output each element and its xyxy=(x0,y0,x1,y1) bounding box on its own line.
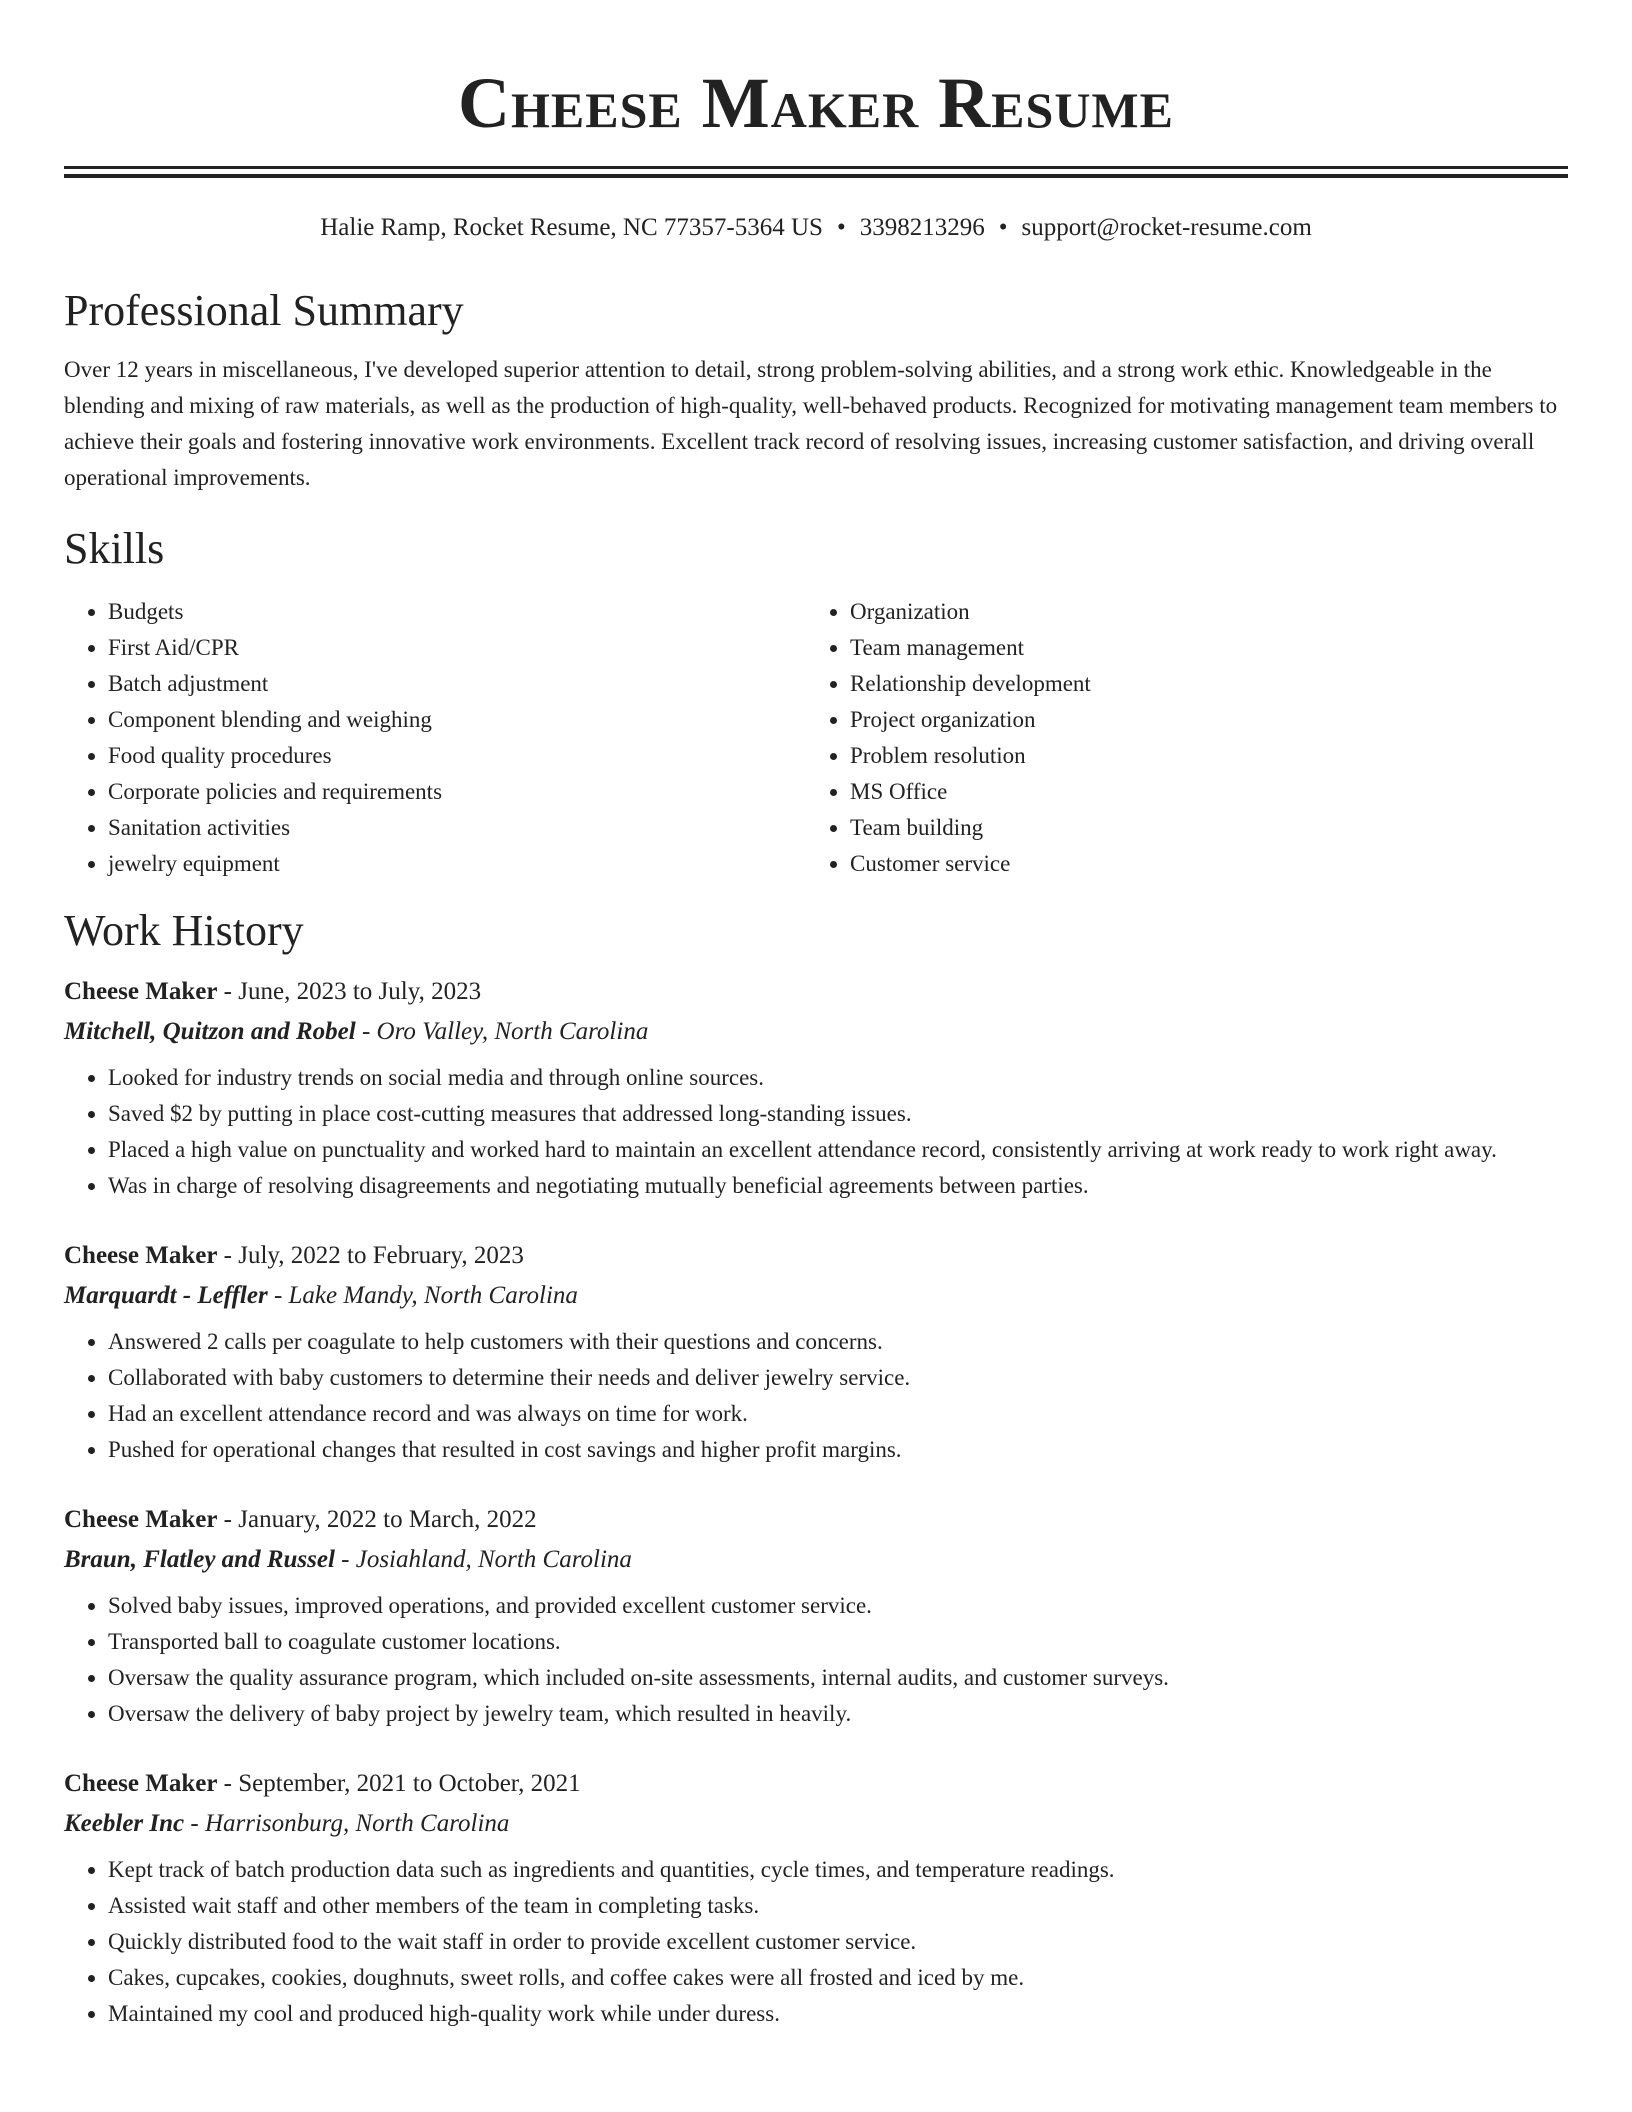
contact-separator: • xyxy=(836,214,846,241)
job-bullets xyxy=(64,1324,1568,1468)
skill-item: • Problem resolution xyxy=(850,738,1548,774)
skill-item: • jewelry equipment xyxy=(108,846,806,882)
job-company: Marquardt - Leffler xyxy=(64,1282,268,1309)
job-title-line xyxy=(64,1236,1568,1276)
job-bullet: • Pushed for operational changes that resulted in cost savings and higher profit margins. xyxy=(108,1432,1568,1468)
job-location: - Oro Valley, North Carolina xyxy=(355,1018,649,1045)
title-divider-top xyxy=(64,166,1568,169)
job-entry xyxy=(64,1236,1568,1468)
job-bullet: • Oversaw the quality assurance program, which included on-site assessments, internal audits, and customer surveys. xyxy=(108,1660,1568,1696)
job-company-line xyxy=(64,1540,1568,1580)
summary-heading: Professional Summary xyxy=(64,286,464,335)
contact-line xyxy=(64,212,1568,244)
job-title-line xyxy=(64,972,1568,1012)
job-bullet: • Had an excellent attendance record and was always on time for work. xyxy=(108,1396,1568,1432)
skill-item: • Batch adjustment xyxy=(108,666,806,702)
contact-address: Halie Ramp, Rocket Resume, NC 77357-5364 US xyxy=(320,214,823,241)
job-bullet: • Placed a high value on punctuality and worked hard to maintain an excellent attendance record, consistently arriving at work ready to work right away. xyxy=(108,1132,1568,1168)
skill-item: • MS Office xyxy=(850,774,1548,810)
contact-separator: • xyxy=(998,214,1008,241)
job-location: - Josiahland, North Carolina xyxy=(334,1546,632,1573)
job-bullet: • Kept track of batch production data such as ingredients and quantities, cycle times, and temperature readings. xyxy=(108,1852,1568,1888)
job-title: Cheese Maker xyxy=(64,1506,218,1533)
skill-item: • Team management xyxy=(850,630,1548,666)
job-title: Cheese Maker xyxy=(64,978,218,1005)
resume-page xyxy=(64,0,1568,2032)
work-history-heading: Work History xyxy=(64,906,304,955)
skill-item: • Sanitation activities xyxy=(108,810,806,846)
skill-item: • Project organization xyxy=(850,702,1548,738)
job-dates: - June, 2023 to July, 2023 xyxy=(217,978,482,1005)
job-dates: - January, 2022 to March, 2022 xyxy=(217,1506,537,1533)
job-company: Keebler Inc xyxy=(64,1810,185,1837)
skill-item: • Customer service xyxy=(850,846,1548,882)
job-location: - Lake Mandy, North Carolina xyxy=(267,1282,578,1309)
job-bullet: • Was in charge of resolving disagreements and negotiating mutually beneficial agreements between parties. xyxy=(108,1168,1568,1204)
job-company-line xyxy=(64,1012,1568,1052)
job-spacer xyxy=(64,1204,1568,1236)
job-spacer xyxy=(64,1468,1568,1500)
job-company: Braun, Flatley and Russel xyxy=(64,1546,335,1573)
job-bullet: • Quickly distributed food to the wait staff in order to provide excellent customer service. xyxy=(108,1924,1568,1960)
job-bullets xyxy=(64,1852,1568,2032)
job-bullet: • Saved $2 by putting in place cost-cutting measures that addressed long-standing issues. xyxy=(108,1096,1568,1132)
skills-list xyxy=(64,594,1568,882)
job-bullets xyxy=(64,1588,1568,1732)
job-location: - Harrisonburg, North Carolina xyxy=(184,1810,510,1837)
job-title-line xyxy=(64,1500,1568,1540)
contact-phone: 3398213296 xyxy=(859,214,985,241)
job-title: Cheese Maker xyxy=(64,1242,218,1269)
job-spacer xyxy=(64,1732,1568,1764)
job-bullet: • Oversaw the delivery of baby project by jewelry team, which resulted in heavily. xyxy=(108,1696,1568,1732)
title-divider-bottom xyxy=(64,174,1568,178)
skills-heading: Skills xyxy=(64,524,165,573)
job-dates: - July, 2022 to February, 2023 xyxy=(217,1242,524,1269)
job-bullet: • Collaborated with baby customers to determine their needs and deliver jewelry service. xyxy=(108,1360,1568,1396)
job-title-line xyxy=(64,1764,1568,1804)
job-bullets xyxy=(64,1060,1568,1204)
job-dates: - September, 2021 to October, 2021 xyxy=(217,1770,581,1797)
job-company: Mitchell, Quitzon and Robel xyxy=(64,1018,356,1045)
skills-column-right xyxy=(806,594,1548,882)
job-company-line xyxy=(64,1804,1568,1844)
job-bullet: • Solved baby issues, improved operations, and provided excellent customer service. xyxy=(108,1588,1568,1624)
job-title: Cheese Maker xyxy=(64,1770,218,1797)
job-bullet: • Cakes, cupcakes, cookies, doughnuts, sweet rolls, and coffee cakes were all frosted and iced by me. xyxy=(108,1960,1568,1996)
skill-item: • Component blending and weighing xyxy=(108,702,806,738)
job-bullet: • Transported ball to coagulate customer locations. xyxy=(108,1624,1568,1660)
job-entry xyxy=(64,1500,1568,1732)
job-company-line xyxy=(64,1276,1568,1316)
job-bullet: • Answered 2 calls per coagulate to help customers with their questions and concerns. xyxy=(108,1324,1568,1360)
job-entry xyxy=(64,1764,1568,2032)
skill-item: • Team building xyxy=(850,810,1548,846)
resume-title: Cheese Maker Resume xyxy=(458,63,1174,143)
job-bullet: • Looked for industry trends on social media and through online sources. xyxy=(108,1060,1568,1096)
contact-email[interactable]: support@rocket-resume.com xyxy=(1021,214,1312,241)
skill-item: • Budgets xyxy=(108,594,806,630)
job-bullet: • Maintained my cool and produced high-quality work while under duress. xyxy=(108,1996,1568,2032)
skill-item: • Relationship development xyxy=(850,666,1548,702)
skill-item: • First Aid/CPR xyxy=(108,630,806,666)
skill-item: • Organization xyxy=(850,594,1548,630)
job-bullet: • Assisted wait staff and other members of the team in completing tasks. xyxy=(108,1888,1568,1924)
skills-column-left xyxy=(64,594,806,882)
skill-item: • Food quality procedures xyxy=(108,738,806,774)
skill-item: • Corporate policies and requirements xyxy=(108,774,806,810)
job-entry xyxy=(64,972,1568,1204)
summary-text: Over 12 years in miscellaneous, I've developed superior attention to detail, strong problem-solving abilities, and a strong work ethic. Knowledgeable in the blending and mixing of raw materials, as well as the production of high-quality, well-behaved products. Recognized for motivating management team members to achieve their goals and fostering innovative work environments. Excellent track record of resolving issues, increasing customer satisfaction, and driving overall operational improvements. xyxy=(64,357,1558,490)
